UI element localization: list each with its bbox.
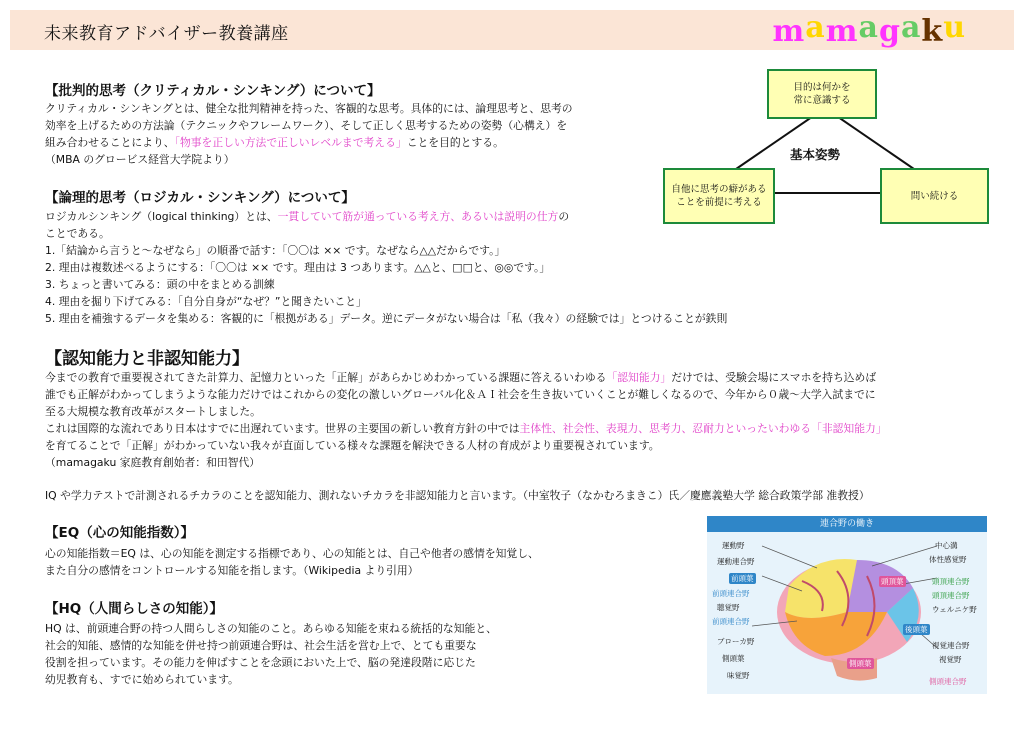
text-line: 至る大規模な教育改革がスタートしました。 bbox=[45, 405, 261, 418]
text-line: 今までの教育で重要視されてきた計算力、記憶力といった「正解」があらかじめわかっている課題に答えるいわゆる「認知能力」だけでは、受験会場にスマホを持ち込めば bbox=[45, 371, 877, 384]
highlight-text: 一貫していて筋が通っている考え方、あるいは説明の仕方 bbox=[277, 210, 559, 223]
brain-label: 前頭連合野 bbox=[712, 617, 750, 626]
diagram-box-keep-asking: 問い続ける bbox=[880, 168, 989, 224]
list-item: 5. 理由を補強するデータを集める：客観的に「根拠がある」データ。逆にデータがない場合は「私（我々）の経験では」とつけることが鉄則 bbox=[45, 312, 728, 325]
hq-body bbox=[45, 620, 497, 688]
text-line: 心の知能指数＝EQ は、心の知能を測定する指標であり、心の知能とは、自己や他者の感情を知覚し、 bbox=[45, 547, 539, 560]
text-line: 役割を担っています。その能力を伸ばすことを念頭においた上で、脳の発達段階に応じた bbox=[45, 656, 476, 669]
logical-thinking-body bbox=[45, 208, 727, 327]
cognitive-ability-title: 【認知能力と非認知能力】 bbox=[45, 349, 249, 369]
brain-label: 視覚野 bbox=[939, 655, 962, 664]
brain-label: 聴覚野 bbox=[717, 603, 740, 612]
eq-title: 【EQ（心の知能指数）】 bbox=[45, 525, 194, 541]
list-item: 1.「結論から言うと～なぜなら」の順番で話す：「〇〇は ×× です。なぜなら△△だからです。」 bbox=[45, 244, 506, 257]
logo-letter: a bbox=[900, 10, 922, 45]
logo-letter: m bbox=[825, 14, 859, 49]
brain-diagram-heading: 連合野の働き bbox=[707, 516, 987, 532]
brain-label: 前頭連合野 bbox=[712, 589, 750, 598]
text-line: クリティカル・シンキングとは、健全な批判精神を持った、客観的な思考。具体的には、論理思考と、思考の bbox=[45, 102, 573, 115]
brain-label: 側頭葉 bbox=[722, 654, 745, 663]
text-line: ロジカルシンキング（logical thinking）とは、一貫していて筋が通っている考え方、あるいは説明の仕方の bbox=[45, 210, 570, 223]
diagram-box-bias: 自他に思考の癖がある ことを前提に考える bbox=[663, 168, 775, 224]
list-item: 4. 理由を掘り下げてみる：「自分自身が“なぜ？”と聞きたいこと」 bbox=[45, 295, 367, 308]
diagram-center-label: 基本姿勢 bbox=[790, 147, 841, 162]
brain-label: 側頭葉 bbox=[849, 659, 872, 668]
highlight-text: 主体性、社会性、表現力、思考力、忍耐力といったいわゆる「非認知能力」 bbox=[519, 422, 887, 435]
brain-label: ウェルニケ野 bbox=[932, 605, 977, 614]
text-line: 効率を上げるための方法論（テクニックやフレームワーク）、そして正しく思考するための姿勢（心構え）を bbox=[45, 119, 568, 132]
brain-label: 頭頂連合野 bbox=[932, 591, 970, 600]
logo-letter: k bbox=[921, 14, 944, 49]
brain-label: 前頭葉 bbox=[731, 574, 754, 583]
highlight-text: 「物事を正しい方法で正しいレベルまで考える」 bbox=[174, 136, 407, 149]
cognitive-ability-body bbox=[45, 369, 887, 471]
critical-thinking-body bbox=[45, 100, 573, 168]
text-line: 幼児教育も、すでに始められています。 bbox=[45, 673, 239, 686]
eq-body bbox=[45, 545, 539, 579]
text-line: 誰でも正解がわかってしまうような能力だけではこれからの変化の激しいグローバル化＆ＡＩ社会を生き抜いていくことが難しくなるので、今年から０歳〜大学入試までに bbox=[45, 388, 876, 401]
brain-label: 頭頂連合野 bbox=[932, 577, 970, 586]
text-line: （mamagaku 家庭教育創始者：和田智代） bbox=[45, 456, 261, 469]
text-line: また自分の感情をコントロールする知能を指します。（Wikipedia より引用） bbox=[45, 564, 419, 577]
critical-thinking-title: 【批判的思考（クリティカル・シンキング）について】 bbox=[45, 83, 381, 99]
header-bar bbox=[10, 10, 1014, 50]
brain-label: 視覚連合野 bbox=[932, 641, 970, 650]
brain-label: 側頭連合野 bbox=[929, 677, 967, 686]
text-line: を育てることで「正解」がわかっていない我々が直面している様々な課題を解決できる人材の育成がより重要視されています。 bbox=[45, 439, 660, 452]
brain-label: ブローカ野 bbox=[717, 637, 755, 646]
logo-letter: a bbox=[805, 10, 826, 45]
logo-letter: a bbox=[858, 10, 879, 45]
iq-note: IQ や学力テストで計測されるチカラのことを認知能力、測れないチカラを非認知能力と言います。（中室牧子（なかむろまきこ）氏／慶應義塾大学 総合政策学部 准教授） bbox=[45, 489, 870, 502]
text-line: これは国際的な流れであり日本はすでに出遅れています。世界の主要国の新しい教育方針の中では主体性、社会性、表現力、思考力、忍耐力といったいわゆる「非認知能力」 bbox=[45, 422, 887, 435]
hq-title: 【HQ（人間らしさの知能）】 bbox=[45, 601, 224, 617]
diagram-box-purpose: 目的は何かを 常に意識する bbox=[767, 69, 877, 119]
logo-letter: g bbox=[878, 14, 901, 49]
brain-label: 後頭葉 bbox=[905, 625, 928, 634]
brain-label: 味覚野 bbox=[727, 671, 750, 680]
page-title: 未来教育アドバイザー教養講座 bbox=[44, 24, 289, 44]
text-line: 社会的知能、感情的な知能を併せ持つ前頭連合野は、社会生活を営む上で、とても重要な bbox=[45, 639, 477, 652]
list-item: 2. 理由は複数述べるようにする：「〇〇は ×× です。理由は 3 つあります。△△と、□□と、◎◎です。」 bbox=[45, 261, 551, 274]
text-line: （MBA のグロービス経営大学院より） bbox=[45, 153, 235, 166]
text-line: ことである。 bbox=[45, 227, 110, 240]
logo-letter: u bbox=[943, 10, 966, 45]
highlight-text: 「認知能力」 bbox=[606, 371, 672, 384]
brain-label: 運動連合野 bbox=[717, 557, 755, 566]
mamagaku-logo bbox=[772, 10, 966, 49]
logical-thinking-title: 【論理的思考（ロジカル・シンキング）について】 bbox=[45, 190, 355, 206]
brain-label: 運動野 bbox=[722, 541, 745, 550]
brain-label: 体性感覚野 bbox=[929, 555, 967, 564]
brain-diagram bbox=[707, 516, 987, 694]
brain-label: 中心溝 bbox=[935, 541, 958, 550]
text-line: HQ は、前頭連合野の持つ人間らしさの知能のこと。あらゆる知能を束ねる統括的な知能と、 bbox=[45, 622, 497, 635]
text-line: 組み合わせることにより、「物事を正しい方法で正しいレベルまで考える」ことを目的とする。 bbox=[45, 136, 504, 149]
logo-letter: m bbox=[772, 14, 806, 49]
list-item: 3. ちょっと書いてみる：頭の中をまとめる訓練 bbox=[45, 278, 275, 291]
brain-label: 頭頂葉 bbox=[881, 577, 904, 586]
